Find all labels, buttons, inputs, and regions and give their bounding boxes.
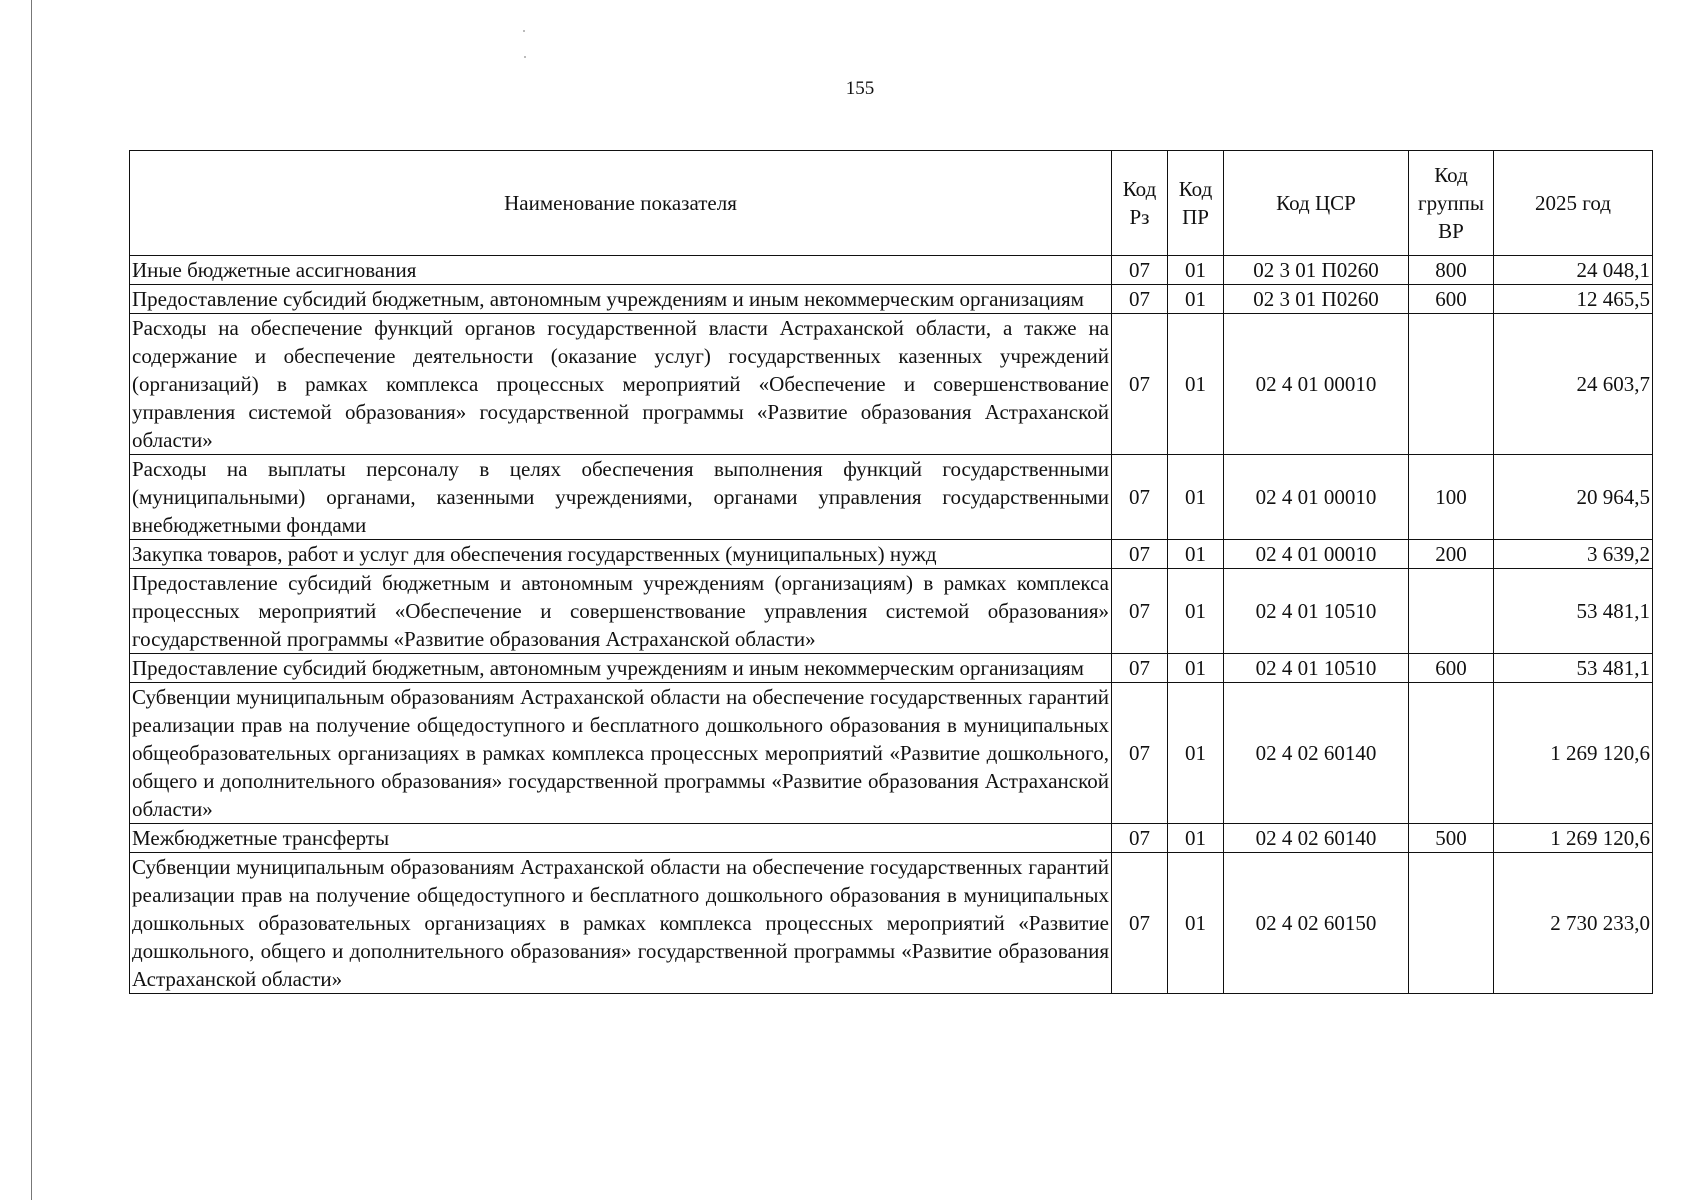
row-amount: 1 269 120,6 — [1494, 683, 1653, 824]
row-pr: 01 — [1168, 540, 1224, 569]
row-csr: 02 4 01 10510 — [1224, 654, 1409, 683]
row-amount: 20 964,5 — [1494, 455, 1653, 540]
row-rz: 07 — [1112, 455, 1168, 540]
row-name: Предоставление субсидий бюджетным, автономным учреждениям и иным некоммерческим организациям — [130, 285, 1112, 314]
header-name: Наименование показателя — [130, 151, 1112, 256]
row-vr: 600 — [1409, 654, 1494, 683]
row-rz: 07 — [1112, 654, 1168, 683]
header-pr: Код ПР — [1168, 151, 1224, 256]
row-vr — [1409, 314, 1494, 455]
row-vr: 200 — [1409, 540, 1494, 569]
row-rz: 07 — [1112, 314, 1168, 455]
row-csr: 02 4 01 00010 — [1224, 455, 1409, 540]
row-name: Расходы на обеспечение функций органов государственной власти Астраханской области, а также на содержание и обеспечение деятельности (оказание услуг) государственных казенных учреждений (организаций) в рамках комплекса процессных мероприятий «Обеспечение и совершенствование управления системой образования» государственной программы «Развитие образования Астраханской области» — [130, 314, 1112, 455]
row-rz: 07 — [1112, 824, 1168, 853]
header-rz: Код Рз — [1112, 151, 1168, 256]
row-pr: 01 — [1168, 853, 1224, 994]
header-csr: Код ЦСР — [1224, 151, 1409, 256]
header-vr: Код группы ВР — [1409, 151, 1494, 256]
row-csr: 02 4 01 00010 — [1224, 540, 1409, 569]
row-rz: 07 — [1112, 853, 1168, 994]
row-csr: 02 3 01 П0260 — [1224, 285, 1409, 314]
row-amount: 1 269 120,6 — [1494, 824, 1653, 853]
scan-speck — [524, 56, 526, 58]
table-row — [130, 256, 1653, 285]
table-row — [130, 569, 1653, 654]
table-row — [130, 540, 1653, 569]
row-csr: 02 3 01 П0260 — [1224, 256, 1409, 285]
table-row — [130, 853, 1653, 994]
header-year: 2025 год — [1494, 151, 1653, 256]
row-csr: 02 4 02 60150 — [1224, 853, 1409, 994]
row-csr: 02 4 02 60140 — [1224, 683, 1409, 824]
table-row — [130, 314, 1653, 455]
row-name: Субвенции муниципальным образованиям Астраханской области на обеспечение государственных гарантий реализации прав на получение общедоступного и бесплатного дошкольного образования в муниципальных дошкольных образовательных организациях в рамках комплекса процессных мероприятий «Развитие дошкольного, общего и дополнительного образования» государственной программы «Развитие образования Астраханской области» — [130, 853, 1112, 994]
row-amount: 2 730 233,0 — [1494, 853, 1653, 994]
row-pr: 01 — [1168, 314, 1224, 455]
row-amount: 12 465,5 — [1494, 285, 1653, 314]
row-vr: 100 — [1409, 455, 1494, 540]
row-pr: 01 — [1168, 569, 1224, 654]
row-amount: 3 639,2 — [1494, 540, 1653, 569]
row-name: Субвенции муниципальным образованиям Астраханской области на обеспечение государственных гарантий реализации прав на получение общедоступного и бесплатного дошкольного образования в муниципальных общеобразовательных организациях в рамках комплекса процессных мероприятий «Развитие дошкольного, общего и дополнительного образования» государственной программы «Развитие образования Астраханской области» — [130, 683, 1112, 824]
row-pr: 01 — [1168, 455, 1224, 540]
row-csr: 02 4 01 10510 — [1224, 569, 1409, 654]
row-name: Закупка товаров, работ и услуг для обеспечения государственных (муниципальных) нужд — [130, 540, 1112, 569]
row-csr: 02 4 01 00010 — [1224, 314, 1409, 455]
table-row — [130, 455, 1653, 540]
row-name: Предоставление субсидий бюджетным, автономным учреждениям и иным некоммерческим организациям — [130, 654, 1112, 683]
row-rz: 07 — [1112, 569, 1168, 654]
table-row — [130, 654, 1653, 683]
row-name: Межбюджетные трансферты — [130, 824, 1112, 853]
row-name: Иные бюджетные ассигнования — [130, 256, 1112, 285]
row-vr — [1409, 853, 1494, 994]
row-pr: 01 — [1168, 683, 1224, 824]
row-rz: 07 — [1112, 540, 1168, 569]
budget-table — [129, 150, 1653, 994]
row-pr: 01 — [1168, 285, 1224, 314]
row-vr — [1409, 569, 1494, 654]
row-pr: 01 — [1168, 654, 1224, 683]
row-amount: 53 481,1 — [1494, 569, 1653, 654]
row-name: Расходы на выплаты персоналу в целях обеспечения выполнения функций государственными (муниципальными) органами, казенными учреждениями, органами управления государственными внебюджетными фондами — [130, 455, 1112, 540]
row-vr — [1409, 683, 1494, 824]
row-vr: 500 — [1409, 824, 1494, 853]
table-header-row — [130, 151, 1653, 256]
row-name: Предоставление субсидий бюджетным и автономным учреждениям (организациям) в рамках комплекса процессных мероприятий «Обеспечение и совершенствование управления системой образования» государственной программы «Развитие образования Астраханской области» — [130, 569, 1112, 654]
row-rz: 07 — [1112, 285, 1168, 314]
row-amount: 53 481,1 — [1494, 654, 1653, 683]
binding-margin-line — [31, 0, 32, 1200]
row-amount: 24 048,1 — [1494, 256, 1653, 285]
row-vr: 800 — [1409, 256, 1494, 285]
row-amount: 24 603,7 — [1494, 314, 1653, 455]
page-number: 155 — [845, 78, 875, 99]
row-vr: 600 — [1409, 285, 1494, 314]
row-csr: 02 4 02 60140 — [1224, 824, 1409, 853]
table-row — [130, 683, 1653, 824]
row-rz: 07 — [1112, 683, 1168, 824]
row-pr: 01 — [1168, 824, 1224, 853]
table-row — [130, 824, 1653, 853]
row-rz: 07 — [1112, 256, 1168, 285]
scan-speck — [523, 30, 525, 32]
table-row — [130, 285, 1653, 314]
row-pr: 01 — [1168, 256, 1224, 285]
